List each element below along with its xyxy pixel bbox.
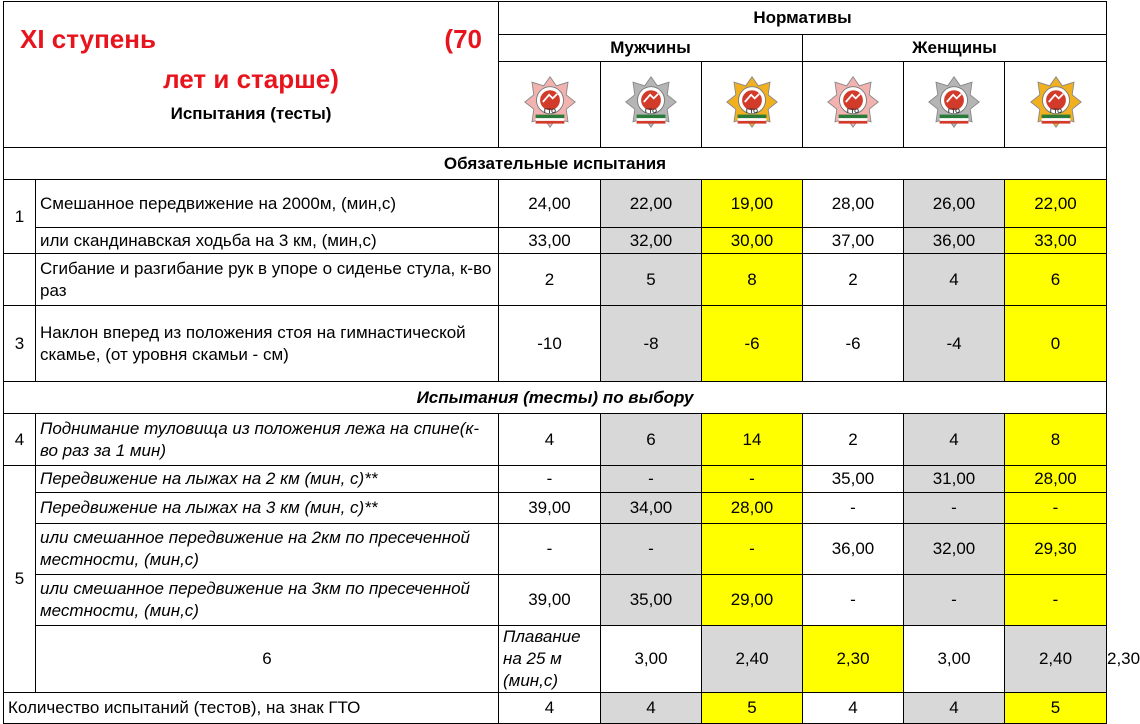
svg-text:ГТО: ГТО xyxy=(846,107,860,115)
optional-section-header: Испытания (тесты) по выбору xyxy=(4,382,1107,414)
test-description: Передвижение на лыжах на 3 км (мин, с)** xyxy=(36,493,499,524)
table-row xyxy=(4,493,1107,524)
norm-value: 14 xyxy=(702,414,803,466)
stage-title-age-continued: лет и старше) xyxy=(163,64,339,94)
norm-value: 4 xyxy=(904,414,1005,466)
tests-subtitle: Испытания (тесты) xyxy=(170,104,332,123)
total-value: 4 xyxy=(904,693,1005,724)
norm-value: - xyxy=(803,575,904,626)
row-number: 4 xyxy=(4,414,36,466)
norm-value: - xyxy=(499,524,601,575)
test-description: или смешанное передвижение на 3км по пресеченной местности, (мин,с) xyxy=(36,575,499,626)
silver-badge-icon xyxy=(624,107,678,133)
norm-value: - xyxy=(1005,575,1107,626)
norm-value: 2,40 xyxy=(1005,626,1107,693)
norm-value: - xyxy=(702,524,803,575)
norm-value: 4 xyxy=(904,254,1005,306)
table-row xyxy=(4,524,1107,575)
badge-cell-1 xyxy=(601,62,702,148)
total-value: 4 xyxy=(601,693,702,724)
table-row: 6 Плавание на 25 м (мин,с) 3,00 2,40 2,30 3,00 2,40 2,30 xyxy=(4,626,1107,693)
bronze-badge-icon xyxy=(523,107,577,133)
stage-title: XI ступень xyxy=(20,24,156,54)
norm-value: - xyxy=(803,493,904,524)
test-description: или смешанное передвижение на 2км по пресеченной местности, (мин,с) xyxy=(36,524,499,575)
norm-value: 39,00 xyxy=(499,575,601,626)
badge-cell-4 xyxy=(904,62,1005,148)
norm-value: 2 xyxy=(803,254,904,306)
stage-title-age: (70 xyxy=(444,24,482,54)
norm-value: 0 xyxy=(1005,306,1107,382)
svg-text:ГТО: ГТО xyxy=(947,107,961,115)
table-row xyxy=(4,228,1107,254)
norm-value: 36,00 xyxy=(803,524,904,575)
norm-value: - xyxy=(702,466,803,493)
norm-value: 36,00 xyxy=(904,228,1005,254)
table-row xyxy=(4,306,1107,382)
norm-value: 34,00 xyxy=(601,493,702,524)
norm-value: 28,00 xyxy=(702,493,803,524)
row-number: 5 xyxy=(4,466,36,693)
svg-text:ГТО: ГТО xyxy=(745,107,759,115)
norm-value: 32,00 xyxy=(904,524,1005,575)
norm-value: 31,00 xyxy=(904,466,1005,493)
svg-text:ГТО: ГТО xyxy=(644,107,658,115)
norm-value: -10 xyxy=(499,306,601,382)
norm-value: 28,00 xyxy=(803,180,904,228)
men-header: Мужчины xyxy=(499,35,803,62)
norm-value: 8 xyxy=(1005,414,1107,466)
bronze-badge-icon xyxy=(826,107,880,133)
norm-value: 29,00 xyxy=(702,575,803,626)
norm-value: 37,00 xyxy=(803,228,904,254)
total-row xyxy=(4,693,1107,724)
total-label: Количество испытаний (тестов), на знак ГТО xyxy=(4,693,499,724)
test-description: Сгибание и разгибание рук в упоре о сиденье стула, к-во раз xyxy=(36,254,499,306)
norm-value: 39,00 xyxy=(499,493,601,524)
norm-value: 3,00 xyxy=(904,626,1005,693)
norm-value: 24,00 xyxy=(499,180,601,228)
norm-value: 6 xyxy=(1005,254,1107,306)
norm-value: 3,00 xyxy=(601,626,702,693)
test-description: Наклон вперед из положения стоя на гимнастической скамье, (от уровня скамьи - см) xyxy=(36,306,499,382)
norm-value: 32,00 xyxy=(601,228,702,254)
norm-value: 6 xyxy=(601,414,702,466)
norm-value: 35,00 xyxy=(601,575,702,626)
table-row xyxy=(4,254,1107,306)
norm-value: - xyxy=(904,575,1005,626)
norm-value: 4 xyxy=(499,414,601,466)
norm-value: 2,40 xyxy=(702,626,803,693)
norm-value: 22,00 xyxy=(601,180,702,228)
row-number: 3 xyxy=(4,306,36,382)
svg-text:ГТО: ГТО xyxy=(543,107,556,115)
norm-value: -6 xyxy=(803,306,904,382)
table-row xyxy=(4,466,1107,493)
total-value: 5 xyxy=(1005,693,1107,724)
norm-value: - xyxy=(1005,493,1107,524)
norm-value: 33,00 xyxy=(1005,228,1107,254)
women-header: Женщины xyxy=(803,35,1107,62)
norm-value: 28,00 xyxy=(1005,466,1107,493)
total-value: 4 xyxy=(499,693,601,724)
table-row xyxy=(4,414,1107,466)
test-description: Смешанное передвижение на 2000м, (мин,с) xyxy=(36,180,499,228)
norm-value: 29,30 xyxy=(1005,524,1107,575)
norm-value: 26,00 xyxy=(904,180,1005,228)
table-row xyxy=(4,575,1107,626)
gold-badge-icon xyxy=(725,107,779,133)
norm-value: 8 xyxy=(702,254,803,306)
norm-value: 22,00 xyxy=(1005,180,1107,228)
test-description: Передвижение на лыжах на 2 км (мин, с)** xyxy=(36,466,499,493)
silver-badge-icon xyxy=(927,107,981,133)
norms-header: Нормативы xyxy=(499,2,1107,35)
row-number: 1 xyxy=(4,180,36,254)
badge-cell-3 xyxy=(803,62,904,148)
norm-value: 33,00 xyxy=(499,228,601,254)
norm-value: -4 xyxy=(904,306,1005,382)
norm-value: 2 xyxy=(803,414,904,466)
norms-table xyxy=(3,1,1140,724)
norm-value: -8 xyxy=(601,306,702,382)
svg-text:ГТО: ГТО xyxy=(1049,107,1062,115)
gto-norms-page xyxy=(3,1,1140,717)
mandatory-section-header: Обязательные испытания xyxy=(4,148,1107,180)
norm-value: 30,00 xyxy=(702,228,803,254)
norm-value: 2 xyxy=(499,254,601,306)
badge-cell-2 xyxy=(702,62,803,148)
table-row xyxy=(4,180,1107,228)
test-description: Плавание на 25 м (мин,с) xyxy=(499,626,601,693)
norm-value: - xyxy=(904,493,1005,524)
total-value: 5 xyxy=(702,693,803,724)
badge-cell-5 xyxy=(1005,62,1107,148)
norm-value: -6 xyxy=(702,306,803,382)
test-description: или скандинавская ходьба на 3 км, (мин,с) xyxy=(36,228,499,254)
row-number xyxy=(4,254,36,306)
title-cell xyxy=(4,2,499,148)
norm-value: 2,30 xyxy=(803,626,904,693)
badge-cell-0 xyxy=(499,62,601,148)
gold-badge-icon xyxy=(1029,107,1083,133)
norm-value: - xyxy=(601,524,702,575)
norm-value: 5 xyxy=(601,254,702,306)
test-description: Поднимание туловища из положения лежа на спине(к-во раз за 1 мин) xyxy=(36,414,499,466)
optional-rows xyxy=(4,414,1140,693)
mandatory-rows xyxy=(4,180,1107,382)
norm-value: - xyxy=(499,466,601,493)
norm-value: 35,00 xyxy=(803,466,904,493)
norm-value: - xyxy=(601,466,702,493)
total-value: 4 xyxy=(803,693,904,724)
norm-value: 19,00 xyxy=(702,180,803,228)
row-number: 6 xyxy=(36,626,499,693)
